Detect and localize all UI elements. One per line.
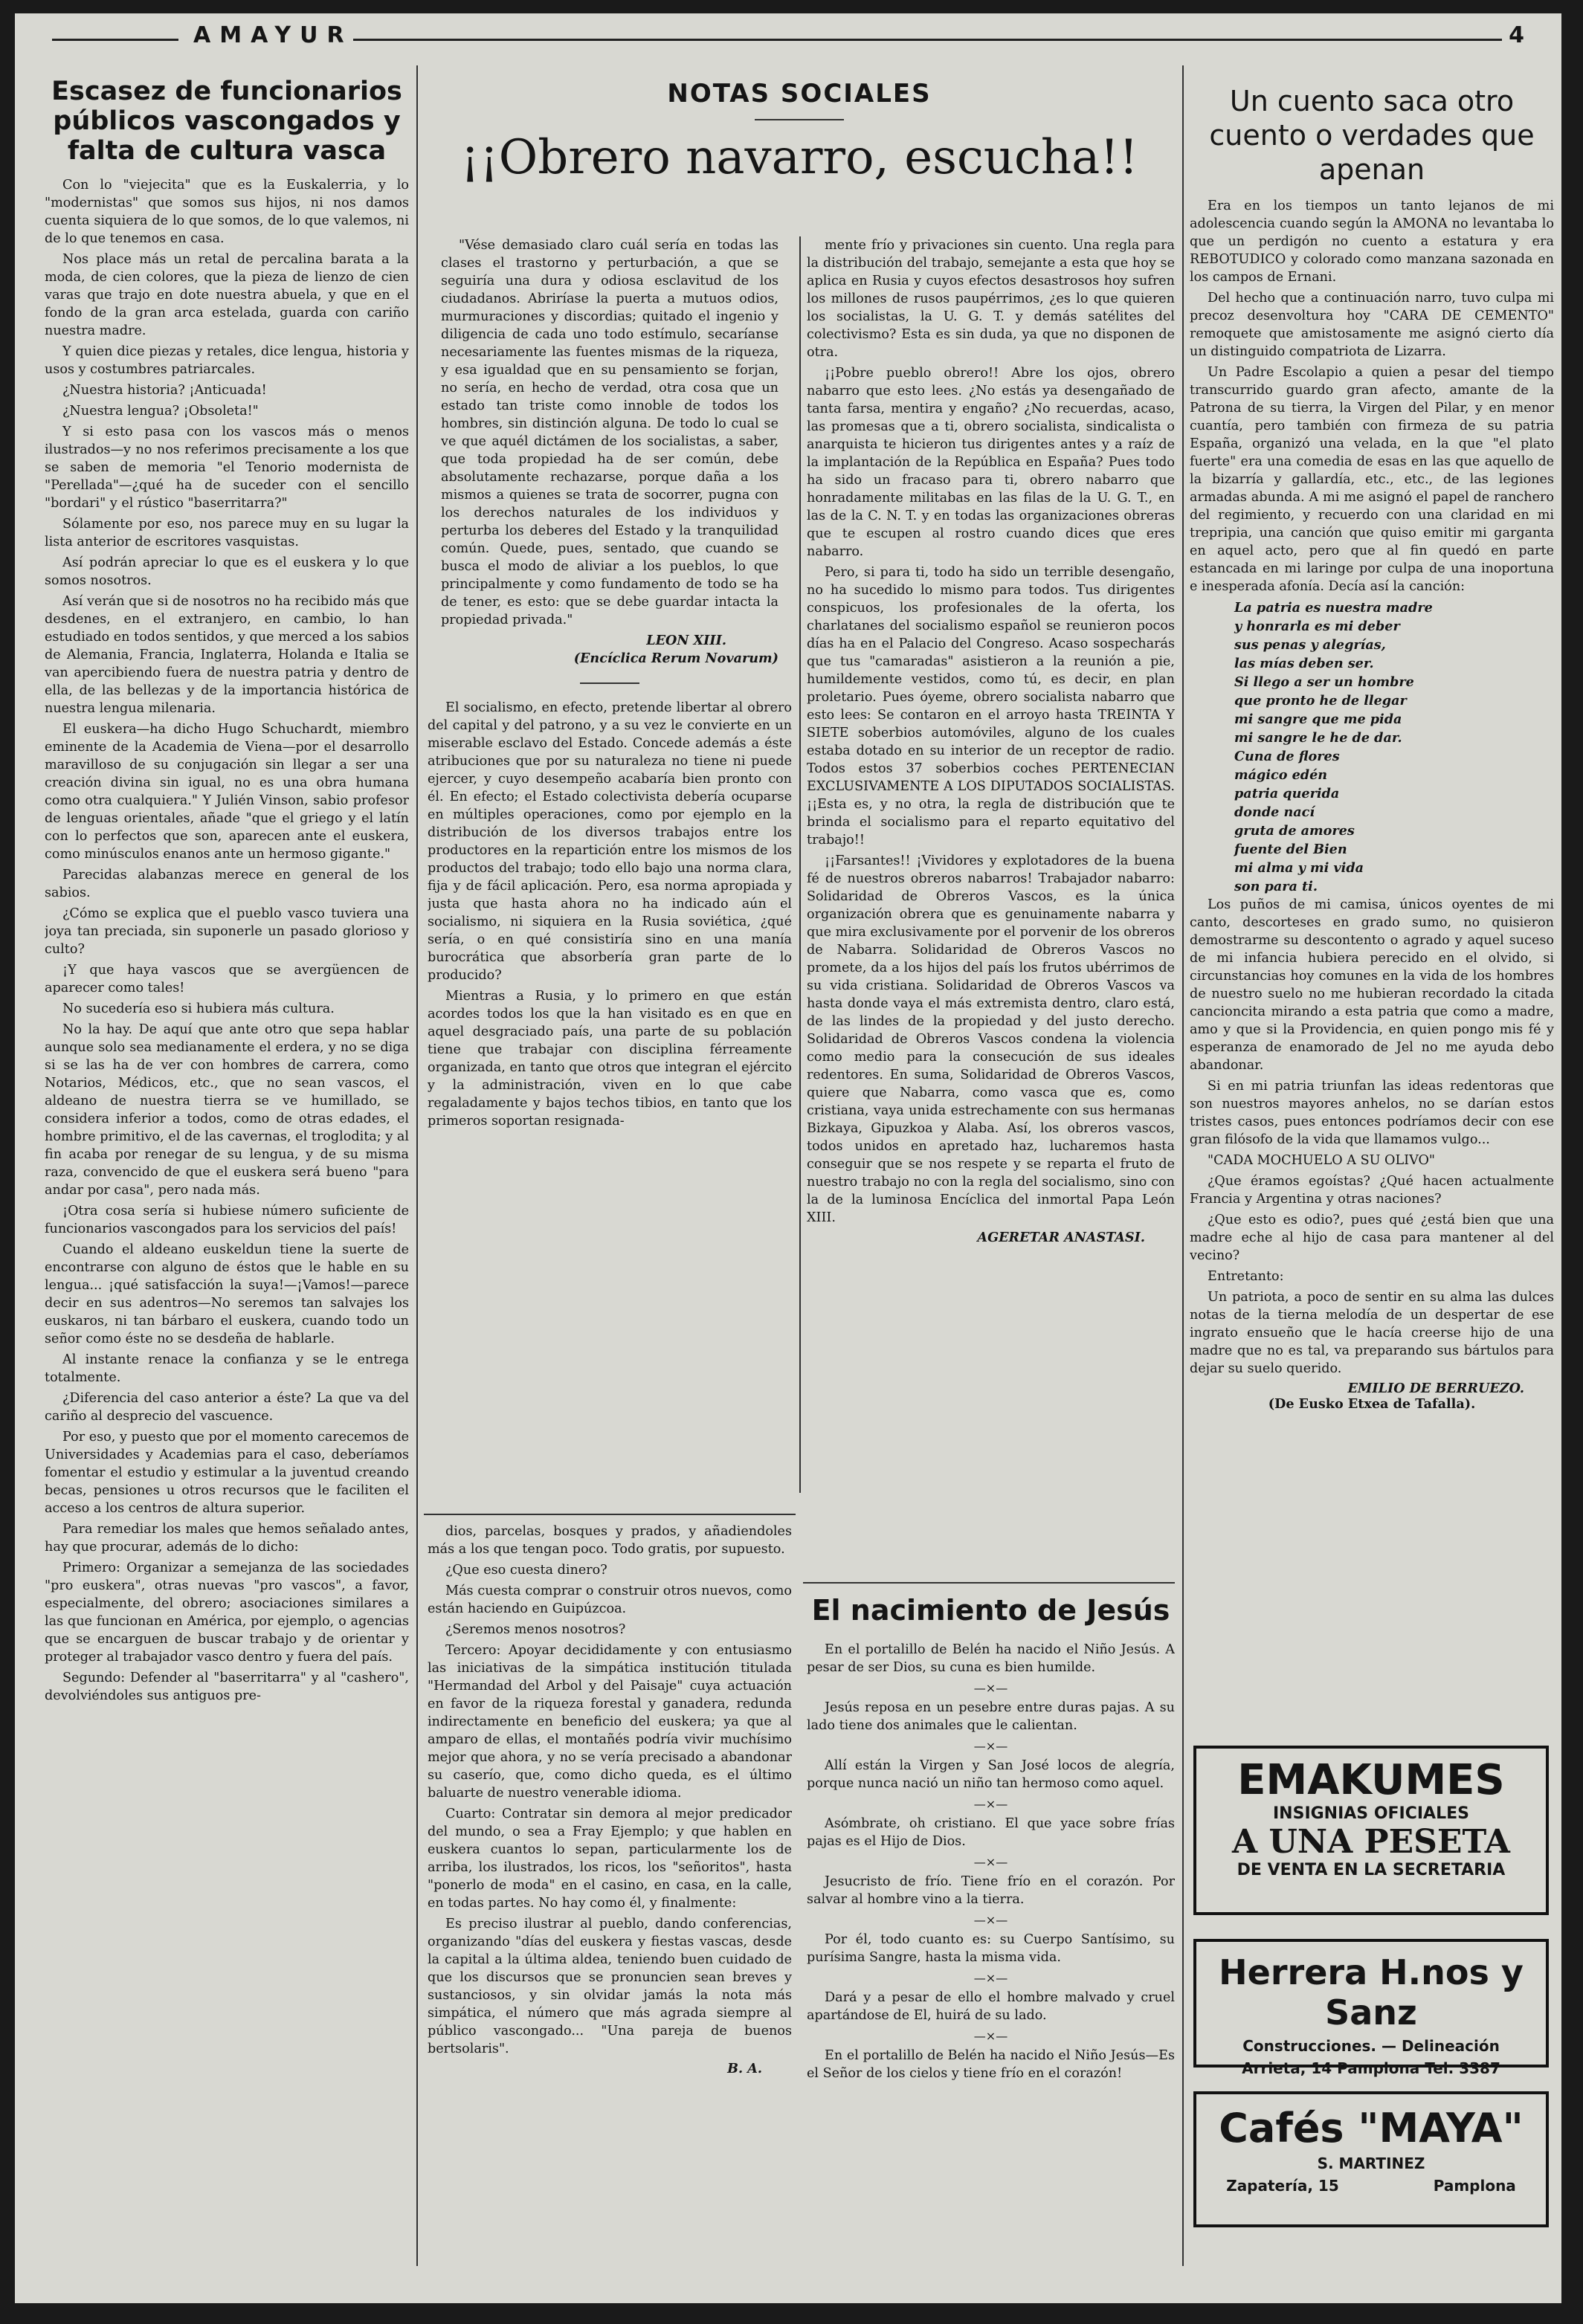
separator: —×— <box>973 2029 1008 2043</box>
article-un-cuento <box>1190 84 1554 1720</box>
paragraph: Los puños de mi camisa, únicos oyentes de mi canto, descorteses en grado sumo, no quisieron demostrarme su descontento o agrado y aquel suceso de mi infancia hubiera perecido en el olvido, si circunstancias hoy comunes en la vida de los hombres de nuestro suelo no me hubieran recordado la citada cancioncita mirando a esta patria que como a madre, amo y que si la Providencia, en quien pongo mis fé y esperanza de enamorado de Jel no me ayuda debo abandonar. <box>1190 897 1554 1073</box>
masthead-rule-left <box>52 39 178 41</box>
paragraph: Un patriota, a poco de sentir en su alma las dulces notas de la tierna melodía de un despertar de ese ingrato ensueño que le hacía creerse hijo de una madre que no es tal, va preparando sus bártulos para dejar su suelo querido. <box>1190 1290 1554 1376</box>
paragraph: Cuando el aldeano euskeldun tiene la suerte de encontrarse con alguno de éstos que le hable en su lengua... ¡qué satisfacción la suya!—¡Vamos!—parece decir en sus adentros—No seremos tan salvajes los euskaros, ni tan bárbaro el euskera, cuando todo un señor como éste no se desdeña de hablarle. <box>45 1242 409 1346</box>
paragraph: Así verán que si de nosotros no ha recibido más que desdenes, en el extranjero, en cambio, lo han estudiado en todos sentidos, y que merced a los sabios de Alemania, Francia, Inglaterra, Holanda e Italia se van apercibiendo fuera de nuestra patria y dentro de ella, de las bellezas y de la importancia histórica de nuestra lengua milenaria. <box>45 594 409 716</box>
paragraph: Segundo: Defender al "baserritarra" y al "cashero", devolviéndoles sus antiguos pre- <box>45 1671 409 1703</box>
paragraph: Sólamente por eso, nos parece muy en su lugar la lista anterior de escritores vasquistas. <box>45 517 409 549</box>
poem-line: mágico edén <box>1234 767 1328 783</box>
masthead-rule-right <box>353 39 1502 41</box>
encyclical-quote <box>428 236 792 668</box>
poem-line: Cuna de flores <box>1234 749 1340 764</box>
paragraph: ¡Otra cosa sería si hubiese número suficiente de funcionarios vascongados para los servicios del país! <box>45 1204 409 1236</box>
poem-line: Si llego a ser un hombre <box>1234 674 1414 690</box>
separator: —×— <box>973 1739 1008 1753</box>
poem-line: mi alma y mi vida <box>1234 860 1364 876</box>
ad-line: Construcciones. — Delineación <box>1242 2037 1500 2055</box>
paragraph: ¿Nuestra historia? ¡Anticuada! <box>62 383 267 398</box>
column-divider <box>799 236 801 1493</box>
poem-line: que pronto he de llegar <box>1234 693 1407 709</box>
paragraph: No sucedería eso si hubiera más cultura. <box>62 1001 335 1016</box>
poem-line: son para ti. <box>1234 879 1318 894</box>
paragraph: ¿Seremos menos nosotros? <box>445 1622 626 1637</box>
poem-line: donde nací <box>1234 804 1315 820</box>
article-escasez-continuation <box>428 1523 792 2273</box>
poem-line: fuente del Bien <box>1234 842 1347 857</box>
masthead <box>52 22 1524 52</box>
article-escasez-funcionarios <box>45 77 409 2277</box>
ad-line: S. MARTINEZ <box>1317 2154 1425 2172</box>
section-divider <box>803 1582 1175 1584</box>
paragraph: Primero: Organizar a semejanza de las sociedades "pro euskera", otras nuevas "pro vascos", a favor, especialmente, del obrero; asociaciones similares a las que funcionan en América, por ejemplo, o agencias que se encarguen de buscar trabajo y de orientar y proteger al trabajador vasco dentro y fuera del país. <box>45 1560 409 1665</box>
paragraph: No la hay. De aquí que ante otro que sepa hablar aunque solo sea medianamente el erdera, y no se diga si se las ha de ver con hombres de carrera, como Notarios, Médicos, etc., que no sean vascos, el aldeano de nuestra tierra se ve humillado, se considera inferior a todos, como de otras edades, el hombre primitivo, el de las cavernas, el troglodita; y al fin acaba por renegar de su lengua, y de su misma raza, convencido de que el euskera será bueno "para andar por casa", pero nada más. <box>45 1022 409 1198</box>
article-obrero-navarro-part1 <box>428 236 792 1508</box>
paragraph: Un Padre Escolapio a quien a pesar del tiempo transcurrido guardo gran afecto, amante de la Patrona de su tierra, la Virgen del Pilar, y en menor cuantía, pero también con firmeza de su patria España, organizó una velada, en la que "el plato fuerte" era una comedia de esas en las que aquello de la bizarría y gallardía, etc., etc., de las legiones armadas abunda. A mi me asignó el papel de ranchero del regimiento, y recuerdo con una claridad en mi trepripia, una canción que quiso emitir mi garganta en aquel acto, pero que al fin quedó en parte estancada en mi laringe por culpa de una inoportuna e inesperada afonía. Decía así la canción: <box>1190 365 1554 594</box>
article-body <box>428 699 792 1130</box>
signature: AGERETAR ANASTASI. <box>977 1230 1145 1245</box>
paragraph: Dará y a pesar de ello el hombre malvado y cruel apartándose de El, huirá de su lado. <box>807 1990 1175 2023</box>
paragraph: ¿Nuestra lengua? ¡Obsoleta!" <box>62 404 259 419</box>
ad-line: DE VENTA EN LA SECRETARIA <box>1237 1861 1506 1879</box>
newspaper-name: AMAYUR <box>193 22 353 48</box>
paragraph: Jesucristo de frío. Tiene frío en el corazón. Por salvar al hombre vino a la tierra. <box>807 1874 1175 1907</box>
poem-line: La patria es nuestra madre <box>1234 600 1433 616</box>
paragraph: El socialismo, en efecto, pretende libertar al obrero del capital y del patrono, y a su vez le convierte en un miserable esclavo del Estado. Concede además a éste atribuciones que por su naturaleza no tiene ni puede ejercer, y cuyo desempeño acabaría bien pronto con él. En efecto; el Estado colectivista debería ocuparse en múltiples operaciones, como por ejemplo en la distribución de los diversos trabajos entre los productores en la repartición entre los mismos de los productos del trabajo; todo ello bajo una norma clara, fija y de fácil aplicación. Pero, esa norma apropiada y justa que hasta ahora no ha indicado aún el socialismo, ni siquiera en la Rusia soviética, ¿qué sería, o en qué consistiría sino en una manía burocrática que absorbería gran parte de lo producido? <box>428 700 792 983</box>
quote-source: (Encíclica Rerum Novarum) <box>573 651 778 666</box>
paragraph: ¡¡Farsantes!! ¡Vividores y explotadores de la buena fé de nuestros obreros nabarros! Trabajador nabarro: Solidaridad de Obreros Vascos, es la única organización obrera que es genuinamente nabarra y que mira exclusivamente por el porvenir de los obreros de Nabarra. Solidaridad de Obreros Vascos no promete, da a los hijos del país los frutos ubérrimos de su vida cristiana. Solidaridad de Obreros Vascos va hasta donde vaya el más extremista dentro, claro está, de las lindes de la propiedad y del justo derecho. Solidaridad de Obreros Vascos condena la violencia como medio para la consecución de sus ideales redentores. En suma, Solidaridad de Obreros Vascos, quiere que Nabarra, como vasca que es, como cristiana, vaya unida estrechamente con sus hermanas Bizkaya, Gipuzkoa y Alaba. Así, los obreros vascos, todos unidos en apretado haz, lucharemos hasta conseguir que se nos respete y se reparta el fruto de nuestro trabajo no con la regla del socialismo, sino con la de la luminosa Encíclica del inmortal Papa León XIII. <box>807 853 1175 1225</box>
paragraph: mente frío y privaciones sin cuento. Una regla para la distribución del trabajo, semejante a esta que hoy se aplica en Rusia y cuyos efectos desastrosos hoy sufren los millones de rusos paupérrimos, ¿es lo que quieren los socialistas, la U. G. T. y demás satélites del colectivismo? Esta es sin duda, ya que no disponen de otra. <box>807 238 1175 360</box>
paragraph: Parecidas alabanzas merece en general de los sabios. <box>45 868 409 900</box>
article-title: Un cuento saca otro cuento o verdades que apenan <box>1209 85 1535 186</box>
article-obrero-navarro-part2 <box>807 236 1175 1575</box>
section-divider <box>424 1514 796 1515</box>
article-nacimiento-jesus <box>807 1593 1175 2277</box>
paragraph: ¿Cómo se explica que el pueblo vasco tuviera una joya tan preciada, sin suponerle un pasado glorioso y culto? <box>45 906 409 957</box>
paragraph: Mientras a Rusia, y lo primero en que están acordes todos los que la han visitado es en que en aquel desgraciado país, una parte de su población tiene que trabajar con disciplina férreamente organizada, en tanto que otros que integran el ejército y la administración, viven en lo que cabe regaladamente y bajos techos tibios, en tanto que los primeros soportan resignada- <box>428 989 792 1129</box>
page-number: 4 <box>1509 22 1524 48</box>
paragraph: Nos place más un retal de percalina barata a la moda, de cien colores, que la pieza de lienzo de cien varas que trajo en dote nuestra abuela, y que en el fondo de la gran arca estelada, guarda con cariño nuestra madre. <box>45 252 409 338</box>
paragraph: dios, parcelas, bosques y prados, y añadiendoles más a los que tengan poco. Todo gratis, por supuesto. <box>428 1524 792 1557</box>
article-body <box>428 1523 792 2058</box>
separator: —×— <box>973 1855 1008 1869</box>
paragraph: ¿Que esto es odio?, pues qué ¿está bien que una madre eche al hijo de casa para mantener al del vecino? <box>1190 1213 1554 1263</box>
separator: —×— <box>973 1681 1008 1695</box>
paragraph: Si en mi patria triunfan las ideas redentoras que son nuestros mayores anhelos, no se darían estos tristes casos, pues entonces podríamos decir con ese gran filósofo de la vida que llamamos vulgo... <box>1190 1079 1554 1147</box>
paragraph: Más cuesta comprar o construir otros nuevos, como están haciendo en Guipúzcoa. <box>428 1584 792 1616</box>
separator: —×— <box>973 1971 1008 1985</box>
paragraph: El euskera—ha dicho Hugo Schuchardt, miembro eminente de la Academia de Viena—por el desarrollo maravilloso de su conjugación sin llegar a ser una creación divina sin igual, no es una obra humana como otra cualquiera." Y Julién Vinson, sabio profesor de lenguas orientales, añade "que el griego y el latín con lo perfectos que son, aparecen ante el euskera, como minúsculos enanos ante un hermoso gigante." <box>45 722 409 862</box>
paragraph: Era en los tiempos un tanto lejanos de mi adolescencia cuando según la AMONA no levantaba lo que un perdigón no cuento a estatura y era REBOTUDICO y colorado como manzana sazonada en los campos de Ernani. <box>1190 198 1554 285</box>
article-title: Escasez de funcionarios públicos vascongados y falta de cultura vasca <box>51 77 402 166</box>
paragraph: Cuarto: Contratar sin demora al mejor predicador del mundo, o sea a Fray Ejemplo; y que hablen en euskera cuantos lo sepan, particularmente los de arriba, los ilustrados, los ricos, los "señoritos", hasta "ponerlo de moda" en el casino, en casa, en la calle, en todas partes. No hay como él, y finalmente: <box>428 1807 792 1911</box>
paragraph: Por eso, y puesto que por el momento carecemos de Universidades y Academias para el caso, deberíamos fomentar el estudio y estimular a la juventud creando becas, pensiones u otros recursos que le faciliten el acceso a los centros de altura superior. <box>45 1430 409 1516</box>
ad-line: A UNA PESETA <box>1232 1823 1510 1861</box>
article-body <box>1190 896 1554 1378</box>
poem-line: las mías deben ser. <box>1234 656 1374 671</box>
poem-line: mi sangre le he de dar. <box>1234 730 1402 746</box>
ad-line: Arrieta, 14 Pamplona Tel. 3387 <box>1242 2059 1500 2077</box>
paragraph: Al instante renace la confianza y se le entrega totalmente. <box>45 1352 409 1385</box>
ad-line: Zapatería, 15 <box>1226 2177 1339 2195</box>
paragraph: ¿Diferencia del caso anterior a éste? La que va del cariño al desprecio del vascuence. <box>45 1391 409 1424</box>
ad-line: INSIGNIAS OFICIALES <box>1273 1804 1469 1823</box>
paragraph: Así podrán apreciar lo que es el euskera y lo que somos nosotros. <box>45 555 409 588</box>
ad-cafes-maya <box>1193 2091 1549 2227</box>
notas-sociales-header <box>428 79 1171 227</box>
poem-line: patria querida <box>1234 786 1340 801</box>
article-body <box>807 1641 1175 2082</box>
paragraph: Por él, todo cuanto es: su Cuerpo Santísimo, su purísima Sangre, hasta la misma vida. <box>807 1932 1175 1965</box>
article-body <box>807 236 1175 1227</box>
signature: B. A. <box>727 2061 762 2076</box>
paragraph: En el portalillo de Belén ha nacido el Niño Jesús. A pesar de ser Dios, su cuna es bien humilde. <box>807 1642 1175 1675</box>
ad-line: Pamplona <box>1433 2177 1516 2195</box>
paragraph: Para remediar los males que hemos señalado antes, hay que procurar, además de lo dicho: <box>45 1522 409 1555</box>
ad-herrera-sanz <box>1193 1939 1549 2077</box>
column-divider <box>416 65 418 2266</box>
section-rule <box>755 119 844 120</box>
newspaper-page <box>15 13 1561 2303</box>
paragraph: Pero, si para ti, todo ha sido un terrible desengaño, no ha sucedido lo mismo para todos. Tus dirigentes conspicuos, los profesionales de la oferta, los charlatanes del socialismo español se reunieron pocos días ha en el Palacio del Congreso. Acaso sospecharás que tus "camaradas" asistieron a la reunión a pie, humildemente vestidos, como tú, es decir, en plan proletario. Pues óyeme, obrero socialista nabarro que esto lees: Se contaron en el arroyo hasta TREINTA Y SIETE soberbios automóviles, alguno de los cuales estaba dotado en su interior de un receptor de radio. Todos estos 37 soberbios coches PERTENECIAN EXCLUSIVAMENTE A LOS DIPUTADOS SOCIALISTAS. ¡¡Esta es, y no otra, la regla de distribución que te brinda el socialismo para el reparto equitativo del trabajo!! <box>807 565 1175 848</box>
article-body <box>45 176 409 1705</box>
paragraph: En el portalillo de Belén ha nacido el Niño Jesús—Es el Señor de los cielos y tiene frío en el corazón! <box>807 2048 1175 2081</box>
signature-source: (De Eusko Etxea de Tafalla). <box>1268 1396 1476 1412</box>
article-body <box>1190 197 1554 595</box>
paragraph: ¡Y que haya vascos que se avergüencen de aparecer como tales! <box>45 963 409 995</box>
paragraph: Y quien dice piezas y retales, dice lengua, historia y usos y costumbres patriarcales. <box>45 344 409 377</box>
column-divider <box>1182 65 1184 2266</box>
quote-author: LEON XIII. <box>646 633 726 648</box>
paragraph: Asómbrate, oh cristiano. El que yace sobre frías pajas es el Hijo de Dios. <box>807 1816 1175 1849</box>
paragraph: ¿Que eso cuesta dinero? <box>445 1563 607 1578</box>
paragraph: Del hecho que a continuación narro, tuvo culpa mi precoz desenvoltura hoy "CARA DE CEMENTO" remoquete que amistosamente me asignó cierto día un distinguido compatriota de Lizarra. <box>1190 291 1554 359</box>
section-title: NOTAS SOCIALES <box>667 79 932 109</box>
separator: —×— <box>973 1797 1008 1811</box>
separator: —×— <box>973 1913 1008 1927</box>
poem-line: gruta de amores <box>1234 823 1355 839</box>
ad-line: Herrera H.nos y Sanz <box>1219 1952 1524 2033</box>
paragraph: Entretanto: <box>1208 1269 1284 1284</box>
signature: EMILIO DE BERRUEZO. <box>1347 1381 1524 1396</box>
paragraph: Allí están la Virgen y San José locos de alegría, porque nunca nació un niño tan hermoso como aquel. <box>807 1758 1175 1791</box>
paragraph: ¿Que éramos egoístas? ¿Qué hacen actualmente Francia y Argentina y otras naciones? <box>1190 1174 1554 1207</box>
quote-rule <box>580 682 639 684</box>
song-lyrics <box>1190 598 1554 896</box>
paragraph: ¡¡Pobre pueblo obrero!! Abre los ojos, obrero nabarro que esto lees. ¿No estás ya desengañado de tanta farsa, mentira y engaño? ¿No recuerdas, acaso, las promesas que a ti, obrero socialista, sindicalista o anarquista te hicieron tus dirigentes antes y a raíz de la implantación de la República en España? Pues todo ha sido un fracaso para ti, obrero nabarro que honradamente militabas en las filas de la U. G. T., en las de la C. N. T. y en todas las organizaciones obreras que te escupen al rostro cuando dices que eres nabarro. <box>807 366 1175 559</box>
ad-line: EMAKUMES <box>1237 1756 1505 1804</box>
paragraph: Jesús reposa en un pesebre entre duras pajas. A su lado tiene dos animales que le calientan. <box>807 1700 1175 1733</box>
paragraph: Y si esto pasa con los vascos más o menos ilustrados—y no nos referimos precisamente a los que se saben de memoria "el Tenorio modernista de "Perellada"—¿qué ha de suceder con el sencillo "bordari" y el rústico "baserritarra?" <box>45 425 409 511</box>
paragraph: Con lo "viejecita" que es la Euskalerria, y lo "modernistas" que somos sus hijos, ni nos damos cuenta siquiera de lo que somos, de lo que valemos, ni de lo que tenemos en casa. <box>45 178 409 246</box>
paragraph: "CADA MOCHUELO A SU OLIVO" <box>1208 1153 1436 1168</box>
quote-text: "Vése demasiado claro cuál sería en todas las clases el trastorno y perturbación, a que se seguiría una dura y odiosa esclavitud de los ciudadanos. Abriríase la puerta a mutuos odios, murmuraciones y discordias; quitado el ingenio y diligencia de cada uno todo estímulo, secaríanse necesariamente las fuentes mismas de la riqueza, y esa igualdad que en su pensamiento se forjan, no sería, en hecho de verdad, otra cosa que un estado tan triste como innoble de todos los hombres, sin distinción alguna. De todo lo cual se ve que aquél dictámen de los socialistas, a saber, que toda propiedad ha de ser común, debe absolutamente rechazarse, porque daña a los mismos a quienes se trata de socorrer, pugna con los derechos naturales de los individuos y perturba los deberes del Estado y la tranquilidad común. Quede, pues, sentado, que cuando se busca el modo de aliviar a los pueblos, lo que principalmente y como fundamento de todo se ha de tener, es esto: que se debe guardar intacta la propiedad privada." <box>441 238 778 627</box>
paragraph: Es preciso ilustrar al pueblo, dando conferencias, organizando "días del euskera y fiestas vascas, desde la capital a la última aldea, teniendo buen cuidado de que los discursos que se pronuncien sean breves y sustanciosos, y sin olvidar jamás la nota más simpática, el número que más agrada siempre al público vascongado... "Una pareja de buenos bertsolaris". <box>428 1917 792 2056</box>
ad-line: Cafés "MAYA" <box>1219 2105 1524 2152</box>
poem-line: mi sangre que me pida <box>1234 711 1402 727</box>
article-title: El nacimiento de Jesús <box>811 1594 1170 1627</box>
paragraph: Tercero: Apoyar decididamente y con entusiasmo las iniciativas de la simpática institución titulada "Hermandad del Arbol y del Paisaje" cuya actuación en favor de la riqueza forestal y ganadera, redunda indirectamente en beneficio del euskera; ya que al amparo de ellas, el montañés podría vivir muchísimo mejor que ahora, y no se vería precisado a abandonar su caserío, que, como dicho queda, es el último baluarte de nuestro venerable idioma. <box>428 1643 792 1801</box>
ad-emakumes <box>1193 1746 1549 1915</box>
poem-line: y honrarla es mi deber <box>1234 619 1400 634</box>
article-title: ¡¡Obrero navarro, escucha!! <box>460 130 1138 185</box>
poem-line: sus penas y alegrías, <box>1234 637 1386 653</box>
